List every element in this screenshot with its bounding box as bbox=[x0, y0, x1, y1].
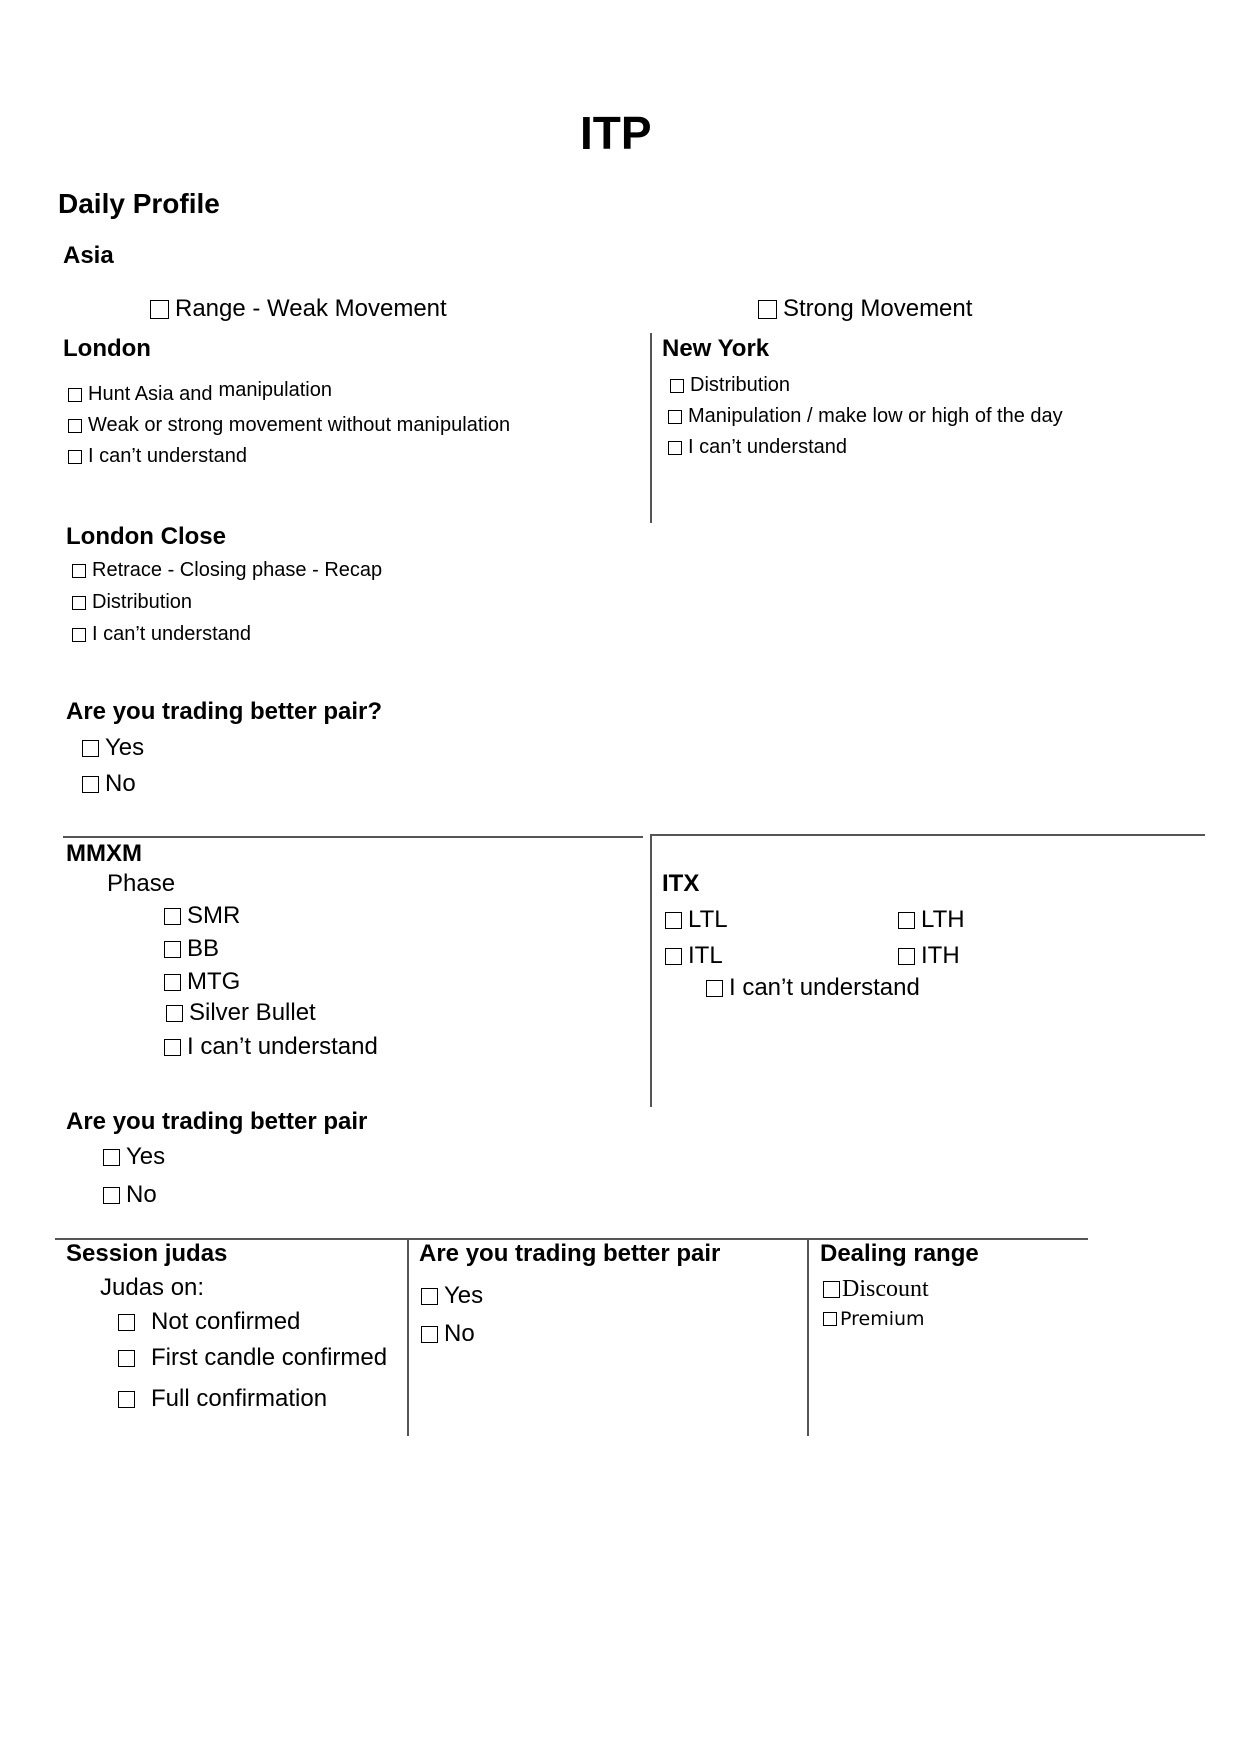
option-label: ITH bbox=[921, 942, 960, 969]
option-label: No bbox=[444, 1320, 475, 1347]
option-label: Strong Movement bbox=[783, 295, 973, 322]
checkbox-icon[interactable] bbox=[421, 1326, 438, 1343]
london-heading: London bbox=[63, 335, 151, 362]
itx-option-ith[interactable] bbox=[898, 942, 960, 970]
column-divider bbox=[807, 1238, 809, 1436]
london-close-heading: London Close bbox=[66, 523, 226, 550]
itx-heading: ITX bbox=[662, 870, 700, 897]
option-label: Manipulation / make low or high of the day bbox=[688, 405, 1063, 427]
asia-option-range[interactable] bbox=[150, 295, 447, 323]
option-label: I can’t understand bbox=[729, 974, 920, 1001]
better-pair-2-yes[interactable] bbox=[103, 1143, 165, 1171]
option-label: No bbox=[126, 1181, 157, 1208]
dealing-range-heading: Dealing range bbox=[820, 1240, 979, 1267]
option-label-raised: manipulation bbox=[218, 379, 332, 401]
daily-profile-heading: Daily Profile bbox=[58, 188, 220, 219]
checkbox-icon[interactable] bbox=[164, 1039, 181, 1056]
column-divider bbox=[650, 834, 652, 1107]
better-pair-1-no[interactable] bbox=[82, 770, 136, 798]
better-pair-3-yes[interactable] bbox=[421, 1282, 483, 1310]
new-york-heading: New York bbox=[662, 335, 770, 362]
checkbox-icon[interactable] bbox=[823, 1312, 837, 1326]
checkbox-icon[interactable] bbox=[68, 419, 82, 433]
better-pair-question-2: Are you trading better pair bbox=[66, 1108, 368, 1135]
checkbox-icon[interactable] bbox=[103, 1187, 120, 1204]
checkbox-icon[interactable] bbox=[164, 974, 181, 991]
dealing-range-discount[interactable] bbox=[823, 1276, 929, 1303]
checkbox-icon[interactable] bbox=[670, 379, 684, 393]
option-label: Not confirmed bbox=[151, 1308, 301, 1335]
checkbox-icon[interactable] bbox=[665, 948, 682, 965]
session-judas-heading: Session judas bbox=[66, 1240, 228, 1267]
itx-option-ltl[interactable] bbox=[665, 906, 728, 934]
checkbox-icon[interactable] bbox=[164, 941, 181, 958]
option-label: Distribution bbox=[92, 591, 193, 613]
new-york-option-manipulation[interactable] bbox=[668, 405, 1063, 428]
checkbox-icon[interactable] bbox=[68, 450, 82, 464]
checkbox-icon[interactable] bbox=[898, 912, 915, 929]
london-option-cant-understand[interactable] bbox=[68, 445, 247, 468]
itx-option-itl[interactable] bbox=[665, 942, 723, 970]
checkbox-icon[interactable] bbox=[823, 1281, 840, 1298]
horizontal-divider bbox=[650, 834, 1205, 836]
better-pair-3-no[interactable] bbox=[421, 1320, 475, 1348]
option-label: SMR bbox=[187, 902, 241, 929]
option-label: I can’t understand bbox=[88, 445, 247, 467]
option-label: Retrace - Closing phase - Recap bbox=[92, 559, 383, 581]
dealing-range-premium[interactable] bbox=[823, 1308, 925, 1330]
option-label: Premium bbox=[840, 1308, 925, 1330]
option-label: I can’t understand bbox=[92, 623, 251, 645]
option-label: Yes bbox=[126, 1143, 166, 1170]
option-label: Silver Bullet bbox=[189, 999, 316, 1026]
column-divider bbox=[407, 1238, 409, 1436]
checkbox-icon[interactable] bbox=[421, 1288, 438, 1305]
better-pair-question-3: Are you trading better pair bbox=[419, 1240, 721, 1267]
checkbox-icon[interactable] bbox=[103, 1149, 120, 1166]
checkbox-icon[interactable] bbox=[668, 410, 682, 424]
london-option-weak-strong[interactable] bbox=[68, 414, 510, 437]
itx-option-cant-understand[interactable] bbox=[706, 974, 920, 1002]
asia-option-strong[interactable] bbox=[758, 295, 972, 323]
checkbox-icon[interactable] bbox=[68, 388, 82, 402]
option-label: I can’t understand bbox=[187, 1033, 378, 1060]
checkbox-icon[interactable] bbox=[118, 1350, 135, 1367]
option-label: BB bbox=[187, 935, 220, 962]
checkbox-icon[interactable] bbox=[72, 596, 86, 610]
checkbox-icon[interactable] bbox=[72, 564, 86, 578]
checkbox-icon[interactable] bbox=[118, 1391, 135, 1408]
checkbox-icon[interactable] bbox=[758, 300, 777, 319]
checkbox-icon[interactable] bbox=[82, 776, 99, 793]
checkbox-icon[interactable] bbox=[150, 300, 169, 319]
horizontal-divider bbox=[63, 836, 643, 838]
mmxm-phase-label: Phase bbox=[107, 870, 176, 897]
better-pair-question-1: Are you trading better pair? bbox=[66, 698, 383, 725]
better-pair-1-yes[interactable] bbox=[82, 734, 144, 762]
new-york-option-cant-understand[interactable] bbox=[668, 436, 847, 459]
mmxm-option-cant-understand[interactable] bbox=[164, 1033, 378, 1061]
itx-option-lth[interactable] bbox=[898, 906, 965, 934]
option-label: MTG bbox=[187, 968, 241, 995]
mmxm-heading: MMXM bbox=[66, 840, 142, 867]
judas-option-full-confirmation[interactable] bbox=[118, 1385, 327, 1413]
london-close-option-distribution[interactable] bbox=[72, 591, 192, 614]
checkbox-icon[interactable] bbox=[82, 740, 99, 757]
london-close-option-cant-understand[interactable] bbox=[72, 623, 251, 646]
better-pair-2-no[interactable] bbox=[103, 1181, 157, 1209]
asia-heading: Asia bbox=[63, 242, 114, 269]
checkbox-icon[interactable] bbox=[118, 1314, 135, 1331]
mmxm-option-silver-bullet[interactable] bbox=[166, 999, 316, 1027]
option-label: No bbox=[105, 770, 136, 797]
checkbox-icon[interactable] bbox=[166, 1005, 183, 1022]
option-label: I can’t understand bbox=[688, 436, 847, 458]
option-label: Weak or strong movement without manipulation bbox=[88, 414, 511, 436]
option-label: Full confirmation bbox=[151, 1385, 328, 1412]
checkbox-icon[interactable] bbox=[665, 912, 682, 929]
checkbox-icon[interactable] bbox=[164, 908, 181, 925]
new-york-option-distribution[interactable] bbox=[670, 374, 790, 397]
column-divider bbox=[650, 333, 652, 523]
london-close-option-retrace[interactable] bbox=[72, 559, 382, 582]
option-label: LTH bbox=[921, 906, 965, 933]
london-option-hunt-asia[interactable] bbox=[68, 379, 332, 406]
option-label: Distribution bbox=[690, 374, 791, 396]
checkbox-icon[interactable] bbox=[72, 628, 86, 642]
checkbox-icon[interactable] bbox=[668, 441, 682, 455]
option-label: Hunt Asia and bbox=[88, 383, 213, 405]
option-label: Range - Weak Movement bbox=[175, 295, 447, 322]
judas-on-label: Judas on: bbox=[100, 1274, 205, 1301]
checkbox-icon[interactable] bbox=[706, 980, 723, 997]
option-label: LTL bbox=[688, 906, 728, 933]
judas-option-first-candle[interactable] bbox=[118, 1344, 387, 1372]
judas-option-not-confirmed[interactable] bbox=[118, 1308, 300, 1336]
option-label: ITL bbox=[688, 942, 723, 969]
option-label: Yes bbox=[444, 1282, 484, 1309]
checkbox-icon[interactable] bbox=[898, 948, 915, 965]
mmxm-option-mtg[interactable] bbox=[164, 968, 240, 996]
mmxm-option-smr[interactable] bbox=[164, 902, 240, 930]
option-label: Yes bbox=[105, 734, 145, 761]
option-label: First candle confirmed bbox=[151, 1344, 388, 1371]
option-label: Discount bbox=[842, 1276, 929, 1302]
page-title: ITP bbox=[580, 107, 652, 159]
mmxm-option-bb[interactable] bbox=[164, 935, 219, 963]
